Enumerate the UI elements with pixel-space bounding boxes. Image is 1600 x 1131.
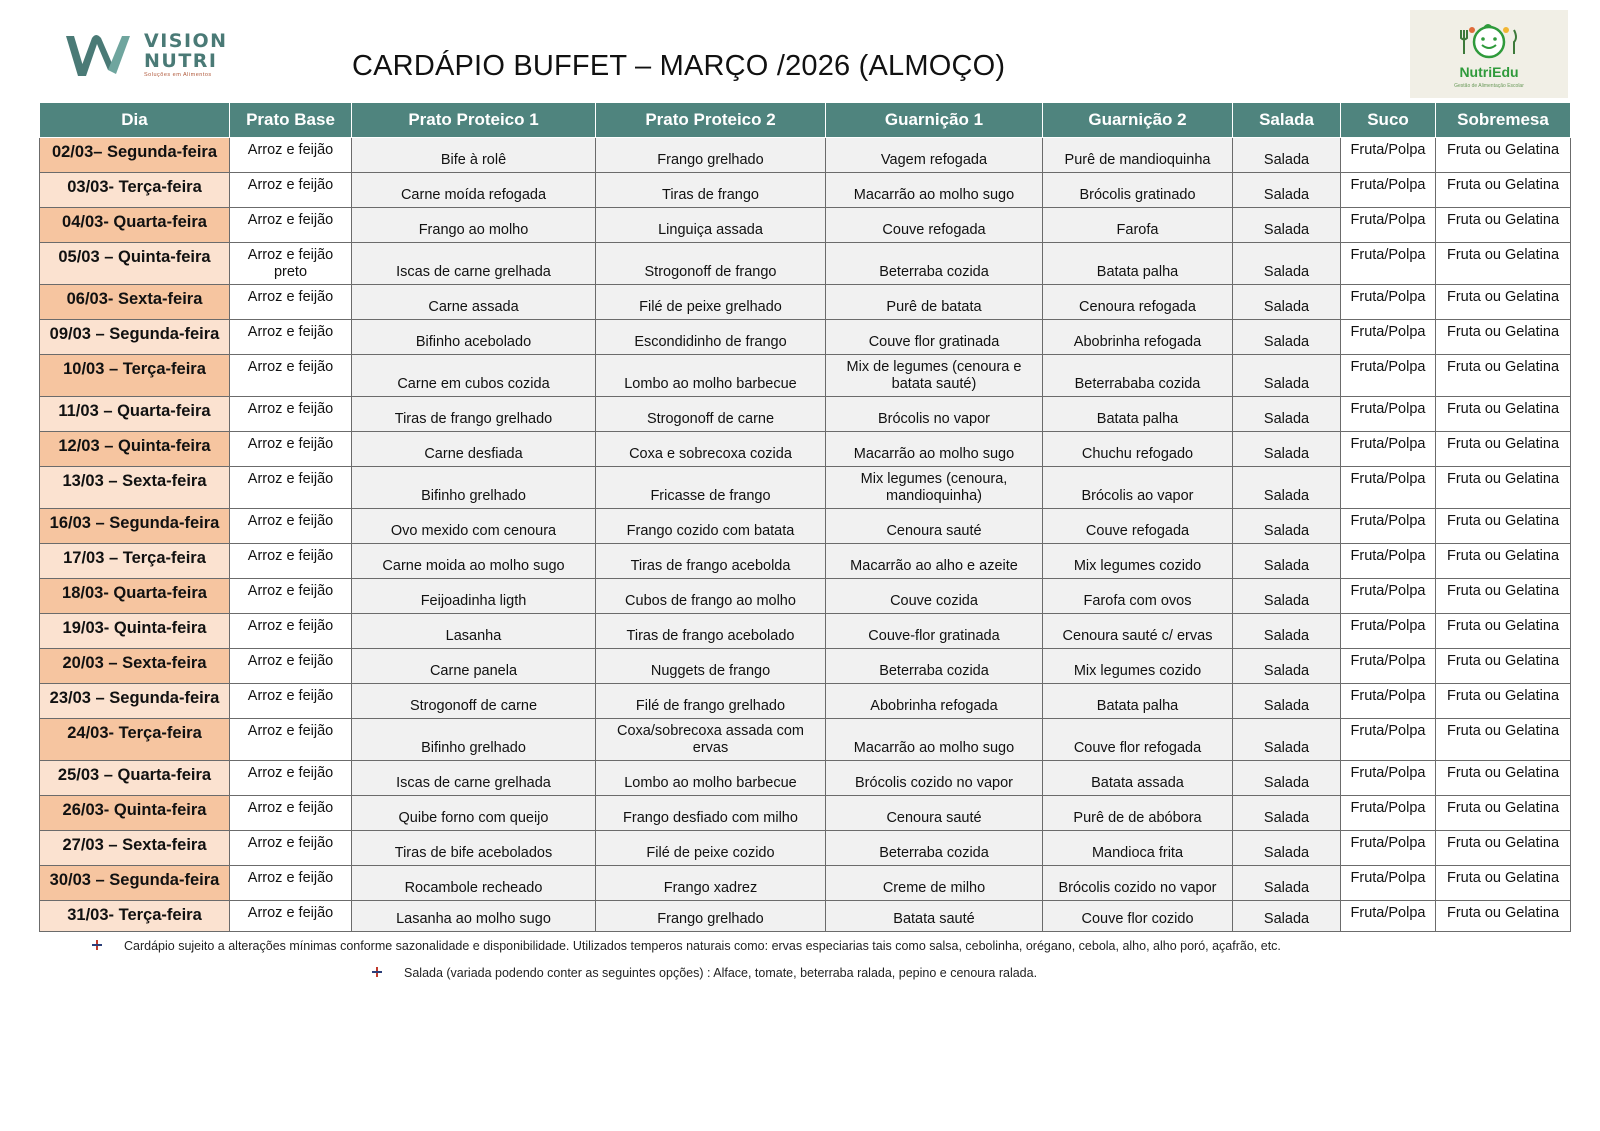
cell-salad: Salada <box>1233 684 1341 719</box>
cell-protein-2: Cubos de frango ao molho <box>596 579 826 614</box>
cell-salad: Salada <box>1233 138 1341 173</box>
cell-protein-1: Carne desfiada <box>352 432 596 467</box>
cell-dessert: Fruta ou Gelatina <box>1436 208 1571 243</box>
cell-dessert: Fruta ou Gelatina <box>1436 684 1571 719</box>
table-row <box>40 544 1571 579</box>
cell-side-2: Brócolis gratinado <box>1043 173 1233 208</box>
cell-salad: Salada <box>1233 579 1341 614</box>
cell-salad: Salada <box>1233 796 1341 831</box>
cell-base: Arroz e feijão <box>230 397 352 432</box>
cell-base: Arroz e feijão <box>230 138 352 173</box>
menu-table <box>39 102 1571 932</box>
table-row <box>40 243 1571 285</box>
cell-base: Arroz e feijão <box>230 320 352 355</box>
cell-juice: Fruta/Polpa <box>1341 866 1436 901</box>
cell-day: 12/03 – Quinta-feira <box>40 432 230 467</box>
cell-dessert: Fruta ou Gelatina <box>1436 544 1571 579</box>
cell-juice: Fruta/Polpa <box>1341 544 1436 579</box>
logo-tagline: Soluções em Alimentos <box>144 72 212 78</box>
cell-salad: Salada <box>1233 208 1341 243</box>
cell-side-1: Couve flor gratinada <box>826 320 1043 355</box>
cell-dessert: Fruta ou Gelatina <box>1436 649 1571 684</box>
cell-day: 20/03 – Sexta-feira <box>40 649 230 684</box>
cell-side-2: Batata assada <box>1043 761 1233 796</box>
cell-dessert: Fruta ou Gelatina <box>1436 761 1571 796</box>
cell-protein-2: Escondidinho de frango <box>596 320 826 355</box>
cell-dessert: Fruta ou Gelatina <box>1436 866 1571 901</box>
cell-dessert: Fruta ou Gelatina <box>1436 138 1571 173</box>
cell-protein-1: Bifinho grelhado <box>352 467 596 509</box>
vision-nutri-logo <box>64 28 234 84</box>
nutriedu-name: NutriEdu <box>1459 64 1519 80</box>
cell-juice: Fruta/Polpa <box>1341 649 1436 684</box>
cell-side-1: Cenoura sauté <box>826 509 1043 544</box>
cell-juice: Fruta/Polpa <box>1341 355 1436 397</box>
cell-salad: Salada <box>1233 866 1341 901</box>
cell-protein-2: Frango xadrez <box>596 866 826 901</box>
cell-day: 26/03- Quinta-feira <box>40 796 230 831</box>
cell-side-2: Cenoura refogada <box>1043 285 1233 320</box>
cell-base: Arroz e feijão <box>230 579 352 614</box>
cell-juice: Fruta/Polpa <box>1341 831 1436 866</box>
cell-base: Arroz e feijão <box>230 866 352 901</box>
cell-protein-2: Tiras de frango acebolado <box>596 614 826 649</box>
cell-salad: Salada <box>1233 432 1341 467</box>
cell-protein-1: Bifinho acebolado <box>352 320 596 355</box>
bullet-icon <box>372 967 382 977</box>
cell-base: Arroz e feijão <box>230 614 352 649</box>
cell-day: 23/03 – Segunda-feira <box>40 684 230 719</box>
column-header-side-1: Guarnição 1 <box>826 103 1043 138</box>
cell-side-1: Vagem refogada <box>826 138 1043 173</box>
table-row <box>40 866 1571 901</box>
cell-day: 02/03– Segunda-feira <box>40 138 230 173</box>
cell-dessert: Fruta ou Gelatina <box>1436 509 1571 544</box>
cell-protein-1: Ovo mexido com cenoura <box>352 509 596 544</box>
cell-side-2: Batata palha <box>1043 243 1233 285</box>
cell-salad: Salada <box>1233 397 1341 432</box>
cell-side-1: Macarrão ao molho sugo <box>826 719 1043 761</box>
logo-vision-text: VISION <box>144 30 228 52</box>
cell-day: 19/03- Quinta-feira <box>40 614 230 649</box>
cell-protein-1: Lasanha <box>352 614 596 649</box>
cell-juice: Fruta/Polpa <box>1341 432 1436 467</box>
cell-side-1: Abobrinha refogada <box>826 684 1043 719</box>
cell-protein-2: Strogonoff de frango <box>596 243 826 285</box>
cell-day: 16/03 – Segunda-feira <box>40 509 230 544</box>
cell-dessert: Fruta ou Gelatina <box>1436 796 1571 831</box>
cell-protein-1: Quibe forno com queijo <box>352 796 596 831</box>
cell-juice: Fruta/Polpa <box>1341 467 1436 509</box>
table-row <box>40 320 1571 355</box>
table-row <box>40 831 1571 866</box>
column-header-dessert: Sobremesa <box>1436 103 1571 138</box>
vision-nutri-logo-icon <box>64 30 136 80</box>
cell-protein-2: Coxa e sobrecoxa cozida <box>596 432 826 467</box>
cell-protein-1: Frango ao molho <box>352 208 596 243</box>
cell-base: Arroz e feijão <box>230 544 352 579</box>
cell-protein-2: Lombo ao molho barbecue <box>596 355 826 397</box>
table-row <box>40 614 1571 649</box>
cell-side-1: Batata sauté <box>826 901 1043 932</box>
table-row <box>40 138 1571 173</box>
cell-side-2: Brócolis cozido no vapor <box>1043 866 1233 901</box>
cell-dessert: Fruta ou Gelatina <box>1436 243 1571 285</box>
cell-side-2: Chuchu refogado <box>1043 432 1233 467</box>
cell-juice: Fruta/Polpa <box>1341 579 1436 614</box>
cell-salad: Salada <box>1233 719 1341 761</box>
cell-juice: Fruta/Polpa <box>1341 320 1436 355</box>
page-title: CARDÁPIO BUFFET – MARÇO /2026 (ALMOÇO) <box>352 50 1006 82</box>
cell-dessert: Fruta ou Gelatina <box>1436 831 1571 866</box>
cell-base: Arroz e feijão <box>230 649 352 684</box>
column-header-juice: Suco <box>1341 103 1436 138</box>
cell-side-2: Cenoura sauté c/ ervas <box>1043 614 1233 649</box>
cell-protein-2: Fricasse de frango <box>596 467 826 509</box>
cell-protein-2: Filé de frango grelhado <box>596 684 826 719</box>
cell-side-1: Macarrão ao molho sugo <box>826 173 1043 208</box>
cell-protein-1: Tiras de frango grelhado <box>352 397 596 432</box>
cell-day: 13/03 – Sexta-feira <box>40 467 230 509</box>
cell-protein-1: Iscas de carne grelhada <box>352 761 596 796</box>
cell-day: 04/03- Quarta-feira <box>40 208 230 243</box>
column-header-salad: Salada <box>1233 103 1341 138</box>
cell-day: 31/03- Terça-feira <box>40 901 230 932</box>
cell-side-1: Cenoura sauté <box>826 796 1043 831</box>
table-row <box>40 355 1571 397</box>
cell-side-1: Mix de legumes (cenoura e batata sauté) <box>826 355 1043 397</box>
column-header-side-2: Guarnição 2 <box>1043 103 1233 138</box>
table-body <box>40 138 1571 932</box>
cell-day: 30/03 – Segunda-feira <box>40 866 230 901</box>
cell-base: Arroz e feijão <box>230 173 352 208</box>
cell-base: Arroz e feijão <box>230 355 352 397</box>
cell-protein-1: Iscas de carne grelhada <box>352 243 596 285</box>
cell-base: Arroz e feijão preto <box>230 243 352 285</box>
cell-day: 06/03- Sexta-feira <box>40 285 230 320</box>
cell-side-2: Couve flor refogada <box>1043 719 1233 761</box>
cell-salad: Salada <box>1233 544 1341 579</box>
cell-protein-1: Bifinho grelhado <box>352 719 596 761</box>
cell-dessert: Fruta ou Gelatina <box>1436 467 1571 509</box>
table-row <box>40 397 1571 432</box>
cell-protein-1: Carne moída refogada <box>352 173 596 208</box>
cell-base: Arroz e feijão <box>230 761 352 796</box>
footnote-item <box>92 939 1281 953</box>
cell-base: Arroz e feijão <box>230 901 352 932</box>
cell-side-2: Couve flor cozido <box>1043 901 1233 932</box>
column-header-protein-2: Prato Proteico 2 <box>596 103 826 138</box>
cell-base: Arroz e feijão <box>230 719 352 761</box>
cell-day: 03/03- Terça-feira <box>40 173 230 208</box>
cell-dessert: Fruta ou Gelatina <box>1436 579 1571 614</box>
cell-protein-2: Frango desfiado com milho <box>596 796 826 831</box>
cell-juice: Fruta/Polpa <box>1341 719 1436 761</box>
table-header-row <box>40 103 1571 138</box>
cell-side-1: Purê de batata <box>826 285 1043 320</box>
cell-salad: Salada <box>1233 173 1341 208</box>
cell-dessert: Fruta ou Gelatina <box>1436 901 1571 932</box>
cell-side-1: Mix legumes (cenoura, mandioquinha) <box>826 467 1043 509</box>
cell-side-2: Purê de mandioquinha <box>1043 138 1233 173</box>
cell-protein-1: Feijoadinha ligth <box>352 579 596 614</box>
cell-side-1: Couve-flor gratinada <box>826 614 1043 649</box>
cell-side-1: Brócolis cozido no vapor <box>826 761 1043 796</box>
cell-salad: Salada <box>1233 320 1341 355</box>
cell-salad: Salada <box>1233 831 1341 866</box>
cell-protein-2: Linguiça assada <box>596 208 826 243</box>
cell-base: Arroz e feijão <box>230 467 352 509</box>
cell-salad: Salada <box>1233 467 1341 509</box>
cell-dessert: Fruta ou Gelatina <box>1436 173 1571 208</box>
cell-side-1: Macarrão ao molho sugo <box>826 432 1043 467</box>
cell-day: 05/03 – Quinta-feira <box>40 243 230 285</box>
table-row <box>40 761 1571 796</box>
cell-protein-2: Tiras de frango <box>596 173 826 208</box>
cell-salad: Salada <box>1233 285 1341 320</box>
cell-side-2: Brócolis ao vapor <box>1043 467 1233 509</box>
cell-base: Arroz e feijão <box>230 509 352 544</box>
table-row <box>40 719 1571 761</box>
cell-day: 25/03 – Quarta-feira <box>40 761 230 796</box>
column-header-day: Dia <box>40 103 230 138</box>
cell-juice: Fruta/Polpa <box>1341 509 1436 544</box>
cell-dessert: Fruta ou Gelatina <box>1436 285 1571 320</box>
cell-dessert: Fruta ou Gelatina <box>1436 320 1571 355</box>
column-header-base: Prato Base <box>230 103 352 138</box>
footnote-text: Salada (variada podendo conter as seguintes opções) : Alface, tomate, beterraba ralada, pepino e cenoura ralada. <box>404 966 1038 980</box>
cell-side-1: Macarrão ao alho e azeite <box>826 544 1043 579</box>
cell-protein-1: Carne assada <box>352 285 596 320</box>
cell-protein-1: Lasanha ao molho sugo <box>352 901 596 932</box>
cell-side-1: Couve refogada <box>826 208 1043 243</box>
cell-protein-1: Bife à rolê <box>352 138 596 173</box>
cell-base: Arroz e feijão <box>230 684 352 719</box>
cell-side-2: Mandioca frita <box>1043 831 1233 866</box>
cell-side-2: Mix legumes cozido <box>1043 544 1233 579</box>
cell-salad: Salada <box>1233 355 1341 397</box>
nutriedu-logo <box>1410 10 1568 98</box>
cell-side-1: Beterraba cozida <box>826 831 1043 866</box>
cell-protein-1: Tiras de bife acebolados <box>352 831 596 866</box>
cell-juice: Fruta/Polpa <box>1341 796 1436 831</box>
cell-dessert: Fruta ou Gelatina <box>1436 432 1571 467</box>
cell-protein-2: Strogonoff de carne <box>596 397 826 432</box>
table-row <box>40 796 1571 831</box>
cell-side-2: Beterrababa cozida <box>1043 355 1233 397</box>
cell-side-1: Beterraba cozida <box>826 243 1043 285</box>
cell-side-2: Batata palha <box>1043 397 1233 432</box>
table-row <box>40 901 1571 932</box>
cell-protein-2: Nuggets de frango <box>596 649 826 684</box>
table-row <box>40 684 1571 719</box>
cell-protein-1: Carne panela <box>352 649 596 684</box>
cell-protein-1: Rocambole recheado <box>352 866 596 901</box>
table-row <box>40 208 1571 243</box>
cell-side-2: Abobrinha refogada <box>1043 320 1233 355</box>
table-row <box>40 579 1571 614</box>
cell-side-2: Couve refogada <box>1043 509 1233 544</box>
cell-side-2: Farofa <box>1043 208 1233 243</box>
bullet-icon <box>92 940 102 950</box>
cell-side-1: Beterraba cozida <box>826 649 1043 684</box>
cell-juice: Fruta/Polpa <box>1341 285 1436 320</box>
cell-protein-2: Frango grelhado <box>596 138 826 173</box>
cell-juice: Fruta/Polpa <box>1341 173 1436 208</box>
cell-protein-2: Frango grelhado <box>596 901 826 932</box>
table-row <box>40 649 1571 684</box>
cell-base: Arroz e feijão <box>230 208 352 243</box>
cell-protein-2: Tiras de frango acebolda <box>596 544 826 579</box>
cell-base: Arroz e feijão <box>230 432 352 467</box>
column-header-protein-1: Prato Proteico 1 <box>352 103 596 138</box>
cell-juice: Fruta/Polpa <box>1341 397 1436 432</box>
cell-dessert: Fruta ou Gelatina <box>1436 397 1571 432</box>
cell-protein-1: Carne em cubos cozida <box>352 355 596 397</box>
cell-day: 24/03- Terça-feira <box>40 719 230 761</box>
cell-protein-2: Filé de peixe grelhado <box>596 285 826 320</box>
cell-juice: Fruta/Polpa <box>1341 614 1436 649</box>
cell-dessert: Fruta ou Gelatina <box>1436 719 1571 761</box>
cell-base: Arroz e feijão <box>230 796 352 831</box>
smiling-plate-logo-icon <box>1450 20 1528 64</box>
cell-protein-1: Carne moida ao molho sugo <box>352 544 596 579</box>
table-row <box>40 173 1571 208</box>
cell-side-2: Farofa com ovos <box>1043 579 1233 614</box>
cell-juice: Fruta/Polpa <box>1341 138 1436 173</box>
cell-salad: Salada <box>1233 761 1341 796</box>
cell-day: 10/03 – Terça-feira <box>40 355 230 397</box>
cell-dessert: Fruta ou Gelatina <box>1436 614 1571 649</box>
cell-protein-2: Lombo ao molho barbecue <box>596 761 826 796</box>
logo-nutri-text: NUTRI <box>144 50 218 72</box>
cell-salad: Salada <box>1233 509 1341 544</box>
cell-protein-2: Coxa/sobrecoxa assada com ervas <box>596 719 826 761</box>
footnote-text: Cardápio sujeito a alterações mínimas conforme sazonalidade e disponibilidade. Utilizados temperos naturais como: ervas especiarias tais como salsa, cebolinha, orégano, cebola, alho, alho poró, açafrão, etc. <box>124 939 1281 953</box>
table-row <box>40 432 1571 467</box>
cell-side-1: Creme de milho <box>826 866 1043 901</box>
table-row <box>40 467 1571 509</box>
cell-side-1: Brócolis no vapor <box>826 397 1043 432</box>
cell-protein-2: Frango cozido com batata <box>596 509 826 544</box>
cell-juice: Fruta/Polpa <box>1341 761 1436 796</box>
cell-dessert: Fruta ou Gelatina <box>1436 355 1571 397</box>
cell-salad: Salada <box>1233 243 1341 285</box>
cell-day: 11/03 – Quarta-feira <box>40 397 230 432</box>
table-row <box>40 285 1571 320</box>
nutriedu-tagline: Gestão de Alimentação Escolar <box>1454 83 1524 89</box>
cell-juice: Fruta/Polpa <box>1341 684 1436 719</box>
cell-salad: Salada <box>1233 901 1341 932</box>
cell-protein-2: Filé de peixe cozido <box>596 831 826 866</box>
cell-salad: Salada <box>1233 649 1341 684</box>
cell-salad: Salada <box>1233 614 1341 649</box>
cell-day: 27/03 – Sexta-feira <box>40 831 230 866</box>
cell-base: Arroz e feijão <box>230 285 352 320</box>
cell-side-1: Couve cozida <box>826 579 1043 614</box>
cell-day: 17/03 – Terça-feira <box>40 544 230 579</box>
cell-protein-1: Strogonoff de carne <box>352 684 596 719</box>
cell-side-2: Mix legumes cozido <box>1043 649 1233 684</box>
cell-day: 18/03- Quarta-feira <box>40 579 230 614</box>
cell-day: 09/03 – Segunda-feira <box>40 320 230 355</box>
footnote-item <box>372 966 1037 980</box>
cell-side-2: Batata palha <box>1043 684 1233 719</box>
cell-base: Arroz e feijão <box>230 831 352 866</box>
cell-juice: Fruta/Polpa <box>1341 208 1436 243</box>
table-row <box>40 509 1571 544</box>
cell-juice: Fruta/Polpa <box>1341 901 1436 932</box>
cell-juice: Fruta/Polpa <box>1341 243 1436 285</box>
cell-side-2: Purê de de abóbora <box>1043 796 1233 831</box>
